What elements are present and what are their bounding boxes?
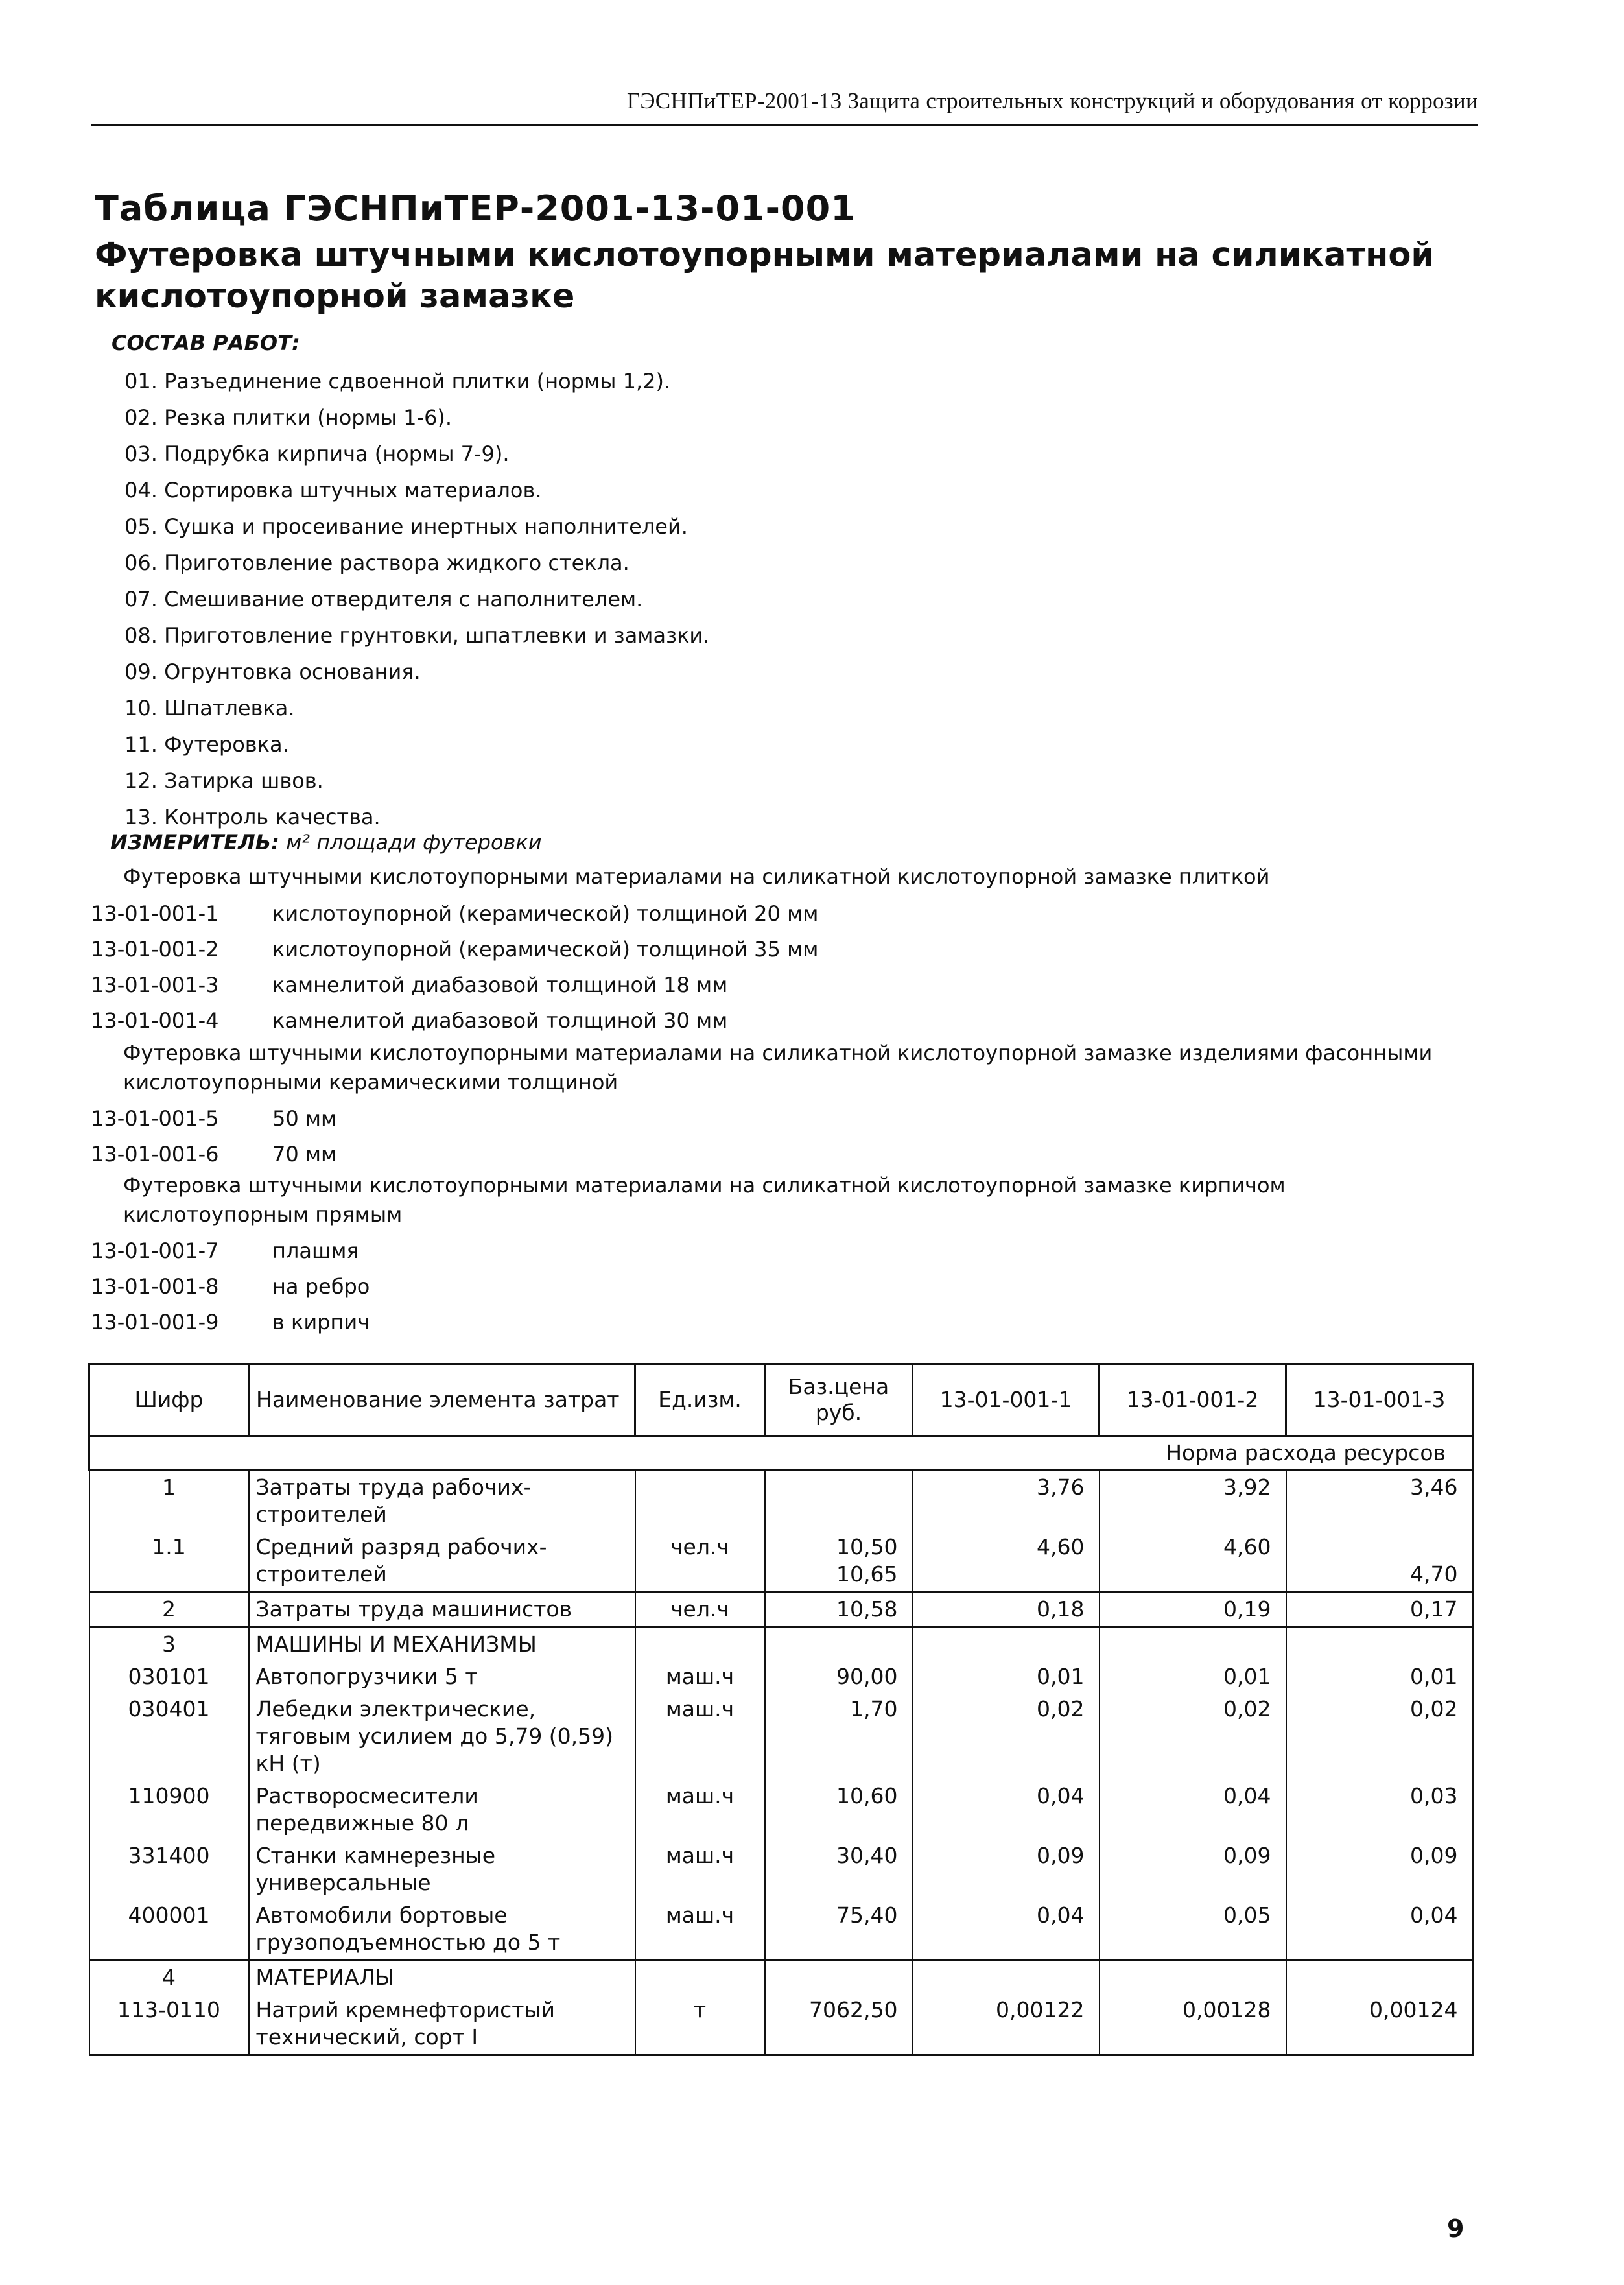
col-header-norm-2: 13-01-001-2	[1100, 1364, 1286, 1436]
cell-value-3	[1286, 1960, 1473, 1994]
table-row-section	[89, 1627, 1473, 1661]
works-item: 04. Сортировка штучных материалов.	[124, 478, 542, 503]
table-row	[89, 1531, 1473, 1592]
cell-price: 30,40	[765, 1840, 913, 1899]
norm-label: Норма расхода ресурсов	[89, 1436, 1473, 1471]
cell-code: 4	[89, 1960, 249, 1994]
cell-name: Натрий кремнефтористый технический, сорт I	[249, 1994, 635, 2055]
norm-item	[91, 933, 818, 965]
works-item: 06. Приготовление раствора жидкого стекла.	[124, 551, 630, 575]
cell-code: 1	[89, 1471, 249, 1532]
works-item: 03. Подрубка кирпича (нормы 7-9).	[124, 442, 510, 466]
cell-value-1: 0,01	[913, 1661, 1100, 1693]
cell-unit: маш.ч	[635, 1693, 765, 1780]
norm-text: 50 мм	[272, 1106, 337, 1131]
cell-value-1: 0,04	[913, 1780, 1100, 1840]
cell-unit: чел.ч	[635, 1531, 765, 1592]
cell-price-primary: 10,50	[836, 1534, 898, 1559]
cell-price-secondary: 10,65	[836, 1561, 898, 1587]
table-row	[89, 1994, 1473, 2055]
table-title: Таблица ГЭСНПиТЕР-2001-13-01-001	[95, 188, 856, 229]
cell-value-3: 0,04	[1286, 1899, 1473, 1960]
works-item: 08. Приготовление грунтовки, шпатлевки и замазки.	[124, 623, 710, 648]
col-header-norm-3: 13-01-001-3	[1286, 1364, 1473, 1436]
works-item: 12. Затирка швов.	[124, 768, 324, 793]
cell-value-1: 0,18	[913, 1592, 1100, 1627]
works-list	[124, 363, 709, 835]
cell-value-2: 0,09	[1100, 1840, 1286, 1899]
cell-price: 1,70	[765, 1693, 913, 1780]
norm-text: камнелитой диабазовой толщиной 30 мм	[272, 1008, 728, 1033]
cell-value-3	[1286, 1531, 1473, 1592]
cell-value-1: 0,04	[913, 1899, 1100, 1960]
cell-value-1: 0,09	[913, 1840, 1100, 1899]
cell-name: Затраты труда рабочих-строителей	[249, 1471, 635, 1532]
cell-code: 1.1	[89, 1531, 249, 1592]
table-row	[89, 1471, 1473, 1532]
norm-code: 13-01-001-9	[91, 1310, 219, 1334]
cell-code: 030401	[89, 1693, 249, 1780]
norm-item	[91, 1138, 336, 1170]
cell-value-3-text: 4,70	[1410, 1561, 1458, 1587]
cell-price: 10,58	[765, 1592, 913, 1627]
col-header-norm-1: 13-01-001-1	[913, 1364, 1100, 1436]
cell-price: 7062,50	[765, 1994, 913, 2055]
cell-value-1	[913, 1960, 1100, 1994]
cell-code: 030101	[89, 1661, 249, 1693]
cell-unit	[635, 1627, 765, 1661]
cell-price: 75,40	[765, 1899, 913, 1960]
col-header-name: Наименование элемента затрат	[249, 1364, 635, 1436]
cell-value-3: 0,03	[1286, 1780, 1473, 1840]
cell-unit: маш.ч	[635, 1899, 765, 1960]
cell-unit: чел.ч	[635, 1592, 765, 1627]
cell-value-3: 0,00124	[1286, 1994, 1473, 2055]
works-label: СОСТАВ РАБОТ:	[112, 331, 300, 355]
cell-value-3: 3,46	[1286, 1471, 1473, 1532]
works-item: 10. Шпатлевка.	[124, 696, 295, 720]
norm-label-row	[89, 1436, 1473, 1471]
cell-value-2: 0,04	[1100, 1780, 1286, 1840]
cell-value-3: 0,09	[1286, 1840, 1473, 1899]
cell-value-2: 3,92	[1100, 1471, 1286, 1532]
works-item: 02. Резка плитки (нормы 1-6).	[124, 405, 453, 430]
cell-value-2	[1100, 1960, 1286, 1994]
norm-text: кислотоупорной (керамической) толщиной 35 мм	[272, 937, 819, 962]
cell-value-3: 0,17	[1286, 1592, 1473, 1627]
table-row	[89, 1661, 1473, 1693]
col-header-unit: Ед.изм.	[635, 1364, 765, 1436]
cell-code: 3	[89, 1627, 249, 1661]
measurer-line	[110, 830, 542, 855]
table-row	[89, 1899, 1473, 1960]
norm-code: 13-01-001-8	[91, 1274, 219, 1299]
table-subtitle: Футеровка штучными кислотоупорными материалами на силикатной кислотоупорной замазке	[95, 236, 1435, 316]
cell-value-1: 3,76	[913, 1471, 1100, 1532]
col-header-price: Баз.цена руб.	[765, 1364, 913, 1436]
cell-value-2: 0,02	[1100, 1693, 1286, 1780]
cell-name: Станки камнерезные универсальные	[249, 1840, 635, 1899]
cell-value-2: 0,00128	[1100, 1994, 1286, 2055]
cell-price	[765, 1960, 913, 1994]
norm-code: 13-01-001-2	[91, 937, 219, 962]
cell-value-3: 0,01	[1286, 1661, 1473, 1693]
cell-value-2: 0,01	[1100, 1661, 1286, 1693]
works-item: 01. Разъединение сдвоенной плитки (нормы 1,2).	[124, 369, 671, 394]
cell-value-1	[913, 1627, 1100, 1661]
cell-value-1: 4,60	[913, 1531, 1100, 1592]
table-row	[89, 1780, 1473, 1840]
cell-value-3	[1286, 1627, 1473, 1661]
norm-text: плашмя	[272, 1238, 359, 1263]
norm-item	[91, 1235, 359, 1267]
resources-table	[88, 1363, 1474, 2056]
cell-name: Автомобили бортовые грузоподъемностью до 5 т	[249, 1899, 635, 1960]
cell-name: МАТЕРИАЛЫ	[249, 1960, 635, 1994]
cell-name: Средний разряд рабочих-строителей	[249, 1531, 635, 1592]
measurer-label: ИЗМЕРИТЕЛЬ:	[110, 830, 279, 855]
running-header: ГЭСНПиТЕР-2001-13 Защита строительных конструкций и оборудования от коррозии	[626, 88, 1478, 113]
table-row	[89, 1592, 1473, 1627]
page-number: 9	[1447, 2214, 1465, 2243]
norm-code: 13-01-001-4	[91, 1008, 219, 1033]
cell-code: 113-0110	[89, 1994, 249, 2055]
cell-value-1: 0,02	[913, 1693, 1100, 1780]
cell-unit: маш.ч	[635, 1840, 765, 1899]
cell-code: 400001	[89, 1899, 249, 1960]
cell-unit: маш.ч	[635, 1780, 765, 1840]
table-header-row	[89, 1364, 1473, 1436]
group-description: Футеровка штучными кислотоупорными материалами на силикатной кислотоупорной замазке плиткой	[123, 864, 1270, 889]
works-item: 09. Огрунтовка основания.	[124, 659, 421, 684]
norm-text: камнелитой диабазовой толщиной 18 мм	[272, 973, 728, 997]
cell-value-2: 0,05	[1100, 1899, 1286, 1960]
norm-item	[91, 1102, 336, 1135]
norm-text: в кирпич	[272, 1310, 370, 1334]
works-item: 13. Контроль качества.	[124, 805, 381, 829]
norm-text: на ребро	[272, 1274, 370, 1299]
norm-code: 13-01-001-6	[91, 1142, 219, 1166]
cell-code: 2	[89, 1592, 249, 1627]
cell-code: 331400	[89, 1840, 249, 1899]
works-item: 07. Смешивание отвердителя с наполнителем.	[124, 587, 643, 611]
measurer-value: м² площади футеровки	[286, 830, 542, 855]
cell-name: Автопогрузчики 5 т	[249, 1661, 635, 1693]
norm-code: 13-01-001-5	[91, 1106, 219, 1131]
norm-text: 70 мм	[272, 1142, 337, 1166]
norm-item	[91, 1306, 370, 1338]
norm-item	[91, 1004, 727, 1037]
table-row	[89, 1840, 1473, 1899]
norm-item	[91, 1270, 370, 1303]
cell-value-3: 0,02	[1286, 1693, 1473, 1780]
cell-price: 10,60	[765, 1780, 913, 1840]
cell-unit	[635, 1960, 765, 1994]
header-rule	[91, 124, 1478, 126]
cell-price	[765, 1471, 913, 1532]
cell-name: Затраты труда машинистов	[249, 1592, 635, 1627]
cell-unit: т	[635, 1994, 765, 2055]
norm-item	[91, 969, 727, 1001]
works-item: 05. Сушка и просеивание инертных наполнителей.	[124, 514, 688, 539]
table-row-section	[89, 1960, 1473, 1994]
cell-name: Растворосмесители передвижные 80 л	[249, 1780, 635, 1840]
cell-value-2	[1100, 1627, 1286, 1661]
col-header-code: Шифр	[89, 1364, 249, 1436]
cell-value-1: 0,00122	[913, 1994, 1100, 2055]
cell-name: Лебедки электрические, тяговым усилием до 5,79 (0,59) кН (т)	[249, 1693, 635, 1780]
cell-value-2: 0,19	[1100, 1592, 1286, 1627]
cell-price	[765, 1627, 913, 1661]
table-row	[89, 1693, 1473, 1780]
cell-name: МАШИНЫ И МЕХАНИЗМЫ	[249, 1627, 635, 1661]
norm-item	[91, 897, 818, 930]
norm-code: 13-01-001-7	[91, 1238, 219, 1263]
cell-value-2: 4,60	[1100, 1531, 1286, 1592]
norm-code: 13-01-001-1	[91, 901, 219, 926]
group-description: Футеровка штучными кислотоупорными материалами на силикатной кислотоупорной замазке кирпичом кислотоупорным прямым	[123, 1173, 1286, 1227]
cell-price	[765, 1531, 913, 1592]
cell-unit: маш.ч	[635, 1661, 765, 1693]
group-description: Футеровка штучными кислотоупорными материалами на силикатной кислотоупорной замазке изделиями фасонными кислотоупорными керамическими толщиной	[123, 1041, 1433, 1095]
cell-code: 110900	[89, 1780, 249, 1840]
norm-text: кислотоупорной (керамической) толщиной 20 мм	[272, 901, 819, 926]
works-item: 11. Футеровка.	[124, 732, 289, 757]
norm-code: 13-01-001-3	[91, 973, 219, 997]
cell-unit	[635, 1471, 765, 1532]
cell-price: 90,00	[765, 1661, 913, 1693]
